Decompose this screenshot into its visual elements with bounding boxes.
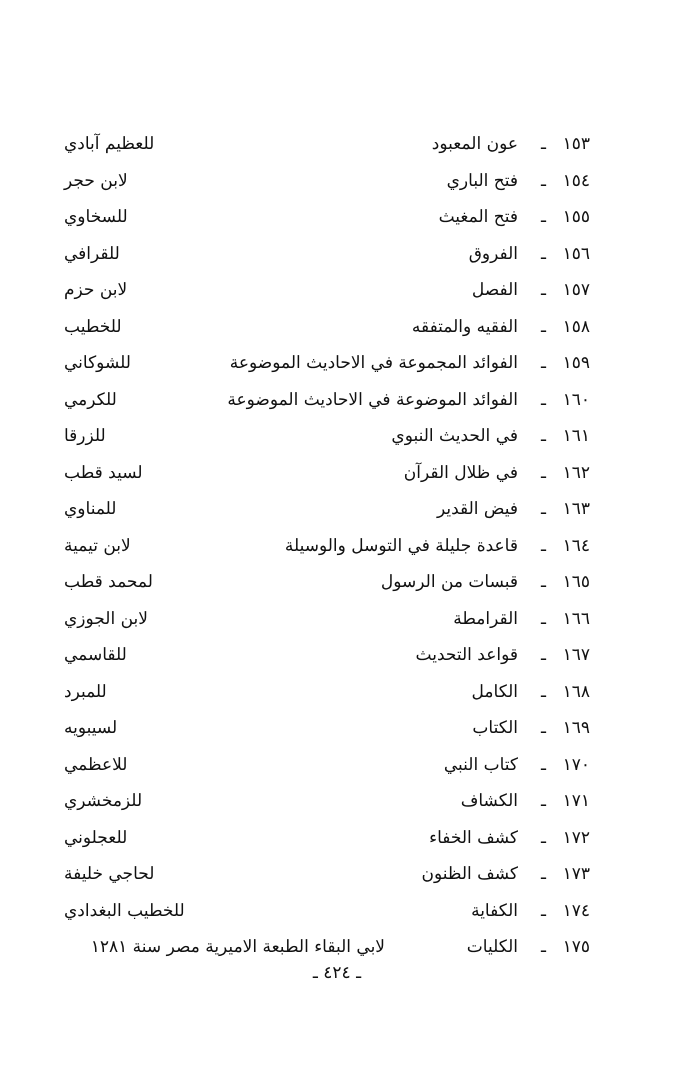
entry-number: ١٦١ xyxy=(562,426,590,446)
entry-title: الفقيه والمتفقه xyxy=(411,316,518,337)
entry-title: كشف الخفاء xyxy=(429,827,518,848)
list-item xyxy=(60,126,590,163)
entry-number: ١٧٠ xyxy=(562,754,590,775)
list-item xyxy=(60,163,590,200)
entry-number: ١٦٢ xyxy=(562,462,590,483)
entry-number: ١٧٣ xyxy=(562,864,590,884)
entry-author: للسخاوي xyxy=(64,207,128,227)
list-item xyxy=(60,783,590,820)
entry-author: لسيد قطب xyxy=(64,462,143,483)
entry-number: ١٦٩ xyxy=(562,718,590,738)
list-item xyxy=(60,272,590,309)
entry-separator: ـ xyxy=(541,754,546,775)
entry-author: للمناوي xyxy=(64,499,117,519)
entry-title: الفوائد المجموعة في الاحاديث الموضوعة xyxy=(229,353,518,373)
list-item xyxy=(60,637,590,674)
entry-separator: ـ xyxy=(541,718,546,738)
entry-separator: ـ xyxy=(541,243,546,264)
list-item xyxy=(60,418,590,455)
list-item xyxy=(60,820,590,857)
entry-separator: ـ xyxy=(541,827,546,848)
entry-separator: ـ xyxy=(541,316,546,337)
bibliography-list xyxy=(60,126,590,966)
entry-title: في الحديث النبوي xyxy=(391,426,518,446)
list-item xyxy=(60,382,590,419)
list-item xyxy=(60,856,590,893)
entry-title: القرامطة xyxy=(453,608,518,629)
entry-author: لابن حزم xyxy=(64,280,128,300)
list-item xyxy=(60,564,590,601)
list-item xyxy=(60,601,590,638)
entry-number: ١٧٤ xyxy=(562,900,590,921)
entry-separator: ـ xyxy=(541,645,546,665)
entry-separator: ـ xyxy=(541,134,546,154)
entry-author: للمبرد xyxy=(64,681,107,702)
entry-author: للعظيم آبادي xyxy=(64,134,155,154)
entry-separator: ـ xyxy=(541,389,546,410)
entry-separator: ـ xyxy=(541,791,546,811)
entry-separator: ـ xyxy=(541,280,546,300)
entry-author: للزمخشري xyxy=(64,791,143,811)
list-item xyxy=(60,455,590,492)
entry-title: الكتاب xyxy=(472,718,518,738)
entry-title: فتح الباري xyxy=(446,170,518,191)
entry-number: ١٥٥ xyxy=(562,207,590,227)
entry-separator: ـ xyxy=(541,608,546,629)
entry-author: لحاجي خليفة xyxy=(64,864,155,884)
entry-number: ١٦٦ xyxy=(562,608,590,629)
entry-author: لابن تيمية xyxy=(64,535,131,556)
entry-separator: ـ xyxy=(541,426,546,446)
entry-number: ١٥٤ xyxy=(562,170,590,191)
entry-author: للخطيب البغدادي xyxy=(64,900,185,921)
entry-separator: ـ xyxy=(541,864,546,884)
entry-title: الفروق xyxy=(468,243,518,264)
entry-title: كشف الظنون xyxy=(421,864,518,884)
entry-title: في ظلال القرآن xyxy=(403,462,518,483)
entry-author: للكرمي xyxy=(64,389,117,410)
page-number: ـ ٤٢٤ ـ xyxy=(312,963,362,983)
entry-number: ١٦٣ xyxy=(562,499,590,519)
entry-title: فتح المغيث xyxy=(438,207,518,227)
entry-separator: ـ xyxy=(541,353,546,373)
entry-author: للخطيب xyxy=(64,316,122,337)
entry-separator: ـ xyxy=(541,937,546,957)
entry-number: ١٦٨ xyxy=(562,681,590,702)
entry-number: ١٦٠ xyxy=(562,389,590,410)
entry-number: ١٧٥ xyxy=(562,937,590,957)
entry-separator: ـ xyxy=(541,207,546,227)
entry-author: لابن الجوزي xyxy=(64,608,148,629)
entry-number: ١٥٨ xyxy=(562,316,590,337)
entry-separator: ـ xyxy=(541,499,546,519)
entry-author: للقرافي xyxy=(64,243,120,264)
entry-title: الكليات xyxy=(466,937,518,957)
list-item xyxy=(60,199,590,236)
entry-title: فيض القدير xyxy=(436,499,518,519)
entry-title: الفوائد الموضوعة في الاحاديث الموضوعة xyxy=(227,389,518,410)
entry-separator: ـ xyxy=(541,462,546,483)
entry-separator: ـ xyxy=(541,572,546,592)
entry-number: ١٦٧ xyxy=(562,645,590,665)
entry-number: ١٥٩ xyxy=(562,353,590,373)
entry-title: قبسات من الرسول xyxy=(380,572,518,592)
entry-title: قواعد التحديث xyxy=(415,645,518,665)
list-item xyxy=(60,674,590,711)
entry-author: للاعظمي xyxy=(64,754,128,775)
entry-author: لمحمد قطب xyxy=(64,572,153,592)
entry-title: كتاب النبي xyxy=(443,754,518,775)
list-item xyxy=(60,309,590,346)
entry-title: الكامل xyxy=(471,681,518,702)
entry-separator: ـ xyxy=(541,681,546,702)
list-item xyxy=(60,528,590,565)
entry-separator: ـ xyxy=(541,535,546,556)
entry-number: ١٥٦ xyxy=(562,243,590,264)
list-item xyxy=(60,236,590,273)
entry-number: ١٧٢ xyxy=(562,827,590,848)
entry-separator: ـ xyxy=(541,170,546,191)
entry-number: ١٦٤ xyxy=(562,535,590,556)
entry-author: للعجلوني xyxy=(64,827,128,848)
entry-author: لسيبويه xyxy=(64,718,118,738)
entry-author: للزرقا xyxy=(64,426,106,446)
list-item xyxy=(60,710,590,747)
entry-author: للشوكاني xyxy=(64,353,131,373)
list-item xyxy=(60,893,590,930)
entry-title: الكفاية xyxy=(471,900,518,921)
entry-separator: ـ xyxy=(541,900,546,921)
entry-title: الفصل xyxy=(471,280,518,300)
entry-number: ١٧١ xyxy=(562,791,590,811)
list-item xyxy=(60,491,590,528)
entry-number: ١٦٥ xyxy=(562,572,590,592)
entry-number: ١٥٣ xyxy=(562,134,590,154)
list-item xyxy=(60,345,590,382)
list-item xyxy=(60,747,590,784)
entry-author: لابن حجر xyxy=(64,170,128,191)
entry-author: للقاسمي xyxy=(64,645,127,665)
entry-title: قاعدة جليلة في التوسل والوسيلة xyxy=(284,535,518,556)
entry-number: ١٥٧ xyxy=(562,280,590,300)
entry-author: لابي البقاء الطبعة الاميرية مصر سنة ١٢٨١ xyxy=(90,937,385,957)
entry-title: عون المعبود xyxy=(431,134,518,154)
entry-title: الكشاف xyxy=(460,791,518,811)
